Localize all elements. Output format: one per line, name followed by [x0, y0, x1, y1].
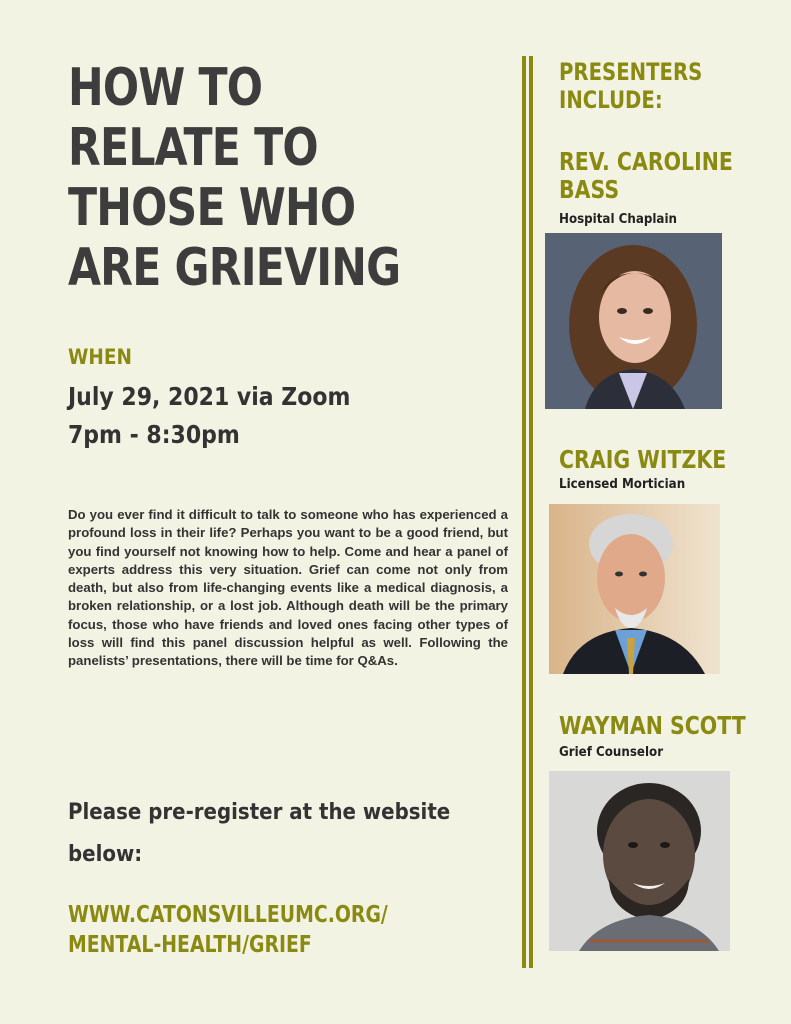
website-link[interactable]: [68, 900, 388, 960]
presenter-name-line: REV. CAROLINE: [559, 147, 733, 176]
title-line: RELATE TO: [68, 118, 318, 178]
presenters-heading-line: PRESENTERS: [559, 58, 703, 86]
presenter-name-line: WAYMAN SCOTT: [559, 711, 746, 740]
website-line-2[interactable]: MENTAL-HEALTH/GRIEF: [68, 932, 312, 958]
presenter-name: [559, 446, 726, 474]
event-title: [68, 58, 429, 298]
title-line: HOW TO: [68, 58, 263, 118]
divider-rule: [522, 56, 526, 968]
register-prompt: Please pre-register at the website below:: [68, 800, 451, 867]
presenters-heading: [559, 58, 702, 114]
presenter-photo-craig: [549, 504, 720, 674]
event-date: July 29, 2021 via Zoom: [68, 382, 351, 411]
when-label: WHEN: [68, 345, 132, 369]
presenter-role: Licensed Mortician: [559, 476, 686, 492]
event-time: 7pm - 8:30pm: [68, 420, 240, 449]
presenter-name: [559, 712, 746, 740]
divider-rule: [529, 56, 533, 968]
presenter-name: [559, 148, 733, 204]
presenter-role: Grief Counselor: [559, 744, 664, 760]
presenter-photo-wayman: [549, 771, 730, 951]
website-line-1[interactable]: WWW.CATONSVILLEUMC.ORG/: [68, 902, 388, 928]
presenter-name-line: CRAIG WITZKE: [559, 445, 727, 474]
title-line: ARE GRIEVING: [68, 238, 401, 298]
presenter-name-line: BASS: [559, 175, 620, 204]
presenter-role: Hospital Chaplain: [559, 211, 677, 227]
presenters-heading-line: INCLUDE:: [559, 86, 663, 114]
title-line: THOSE WHO: [68, 178, 356, 238]
presenter-photo-caroline: [545, 233, 722, 409]
event-description: Do you ever find it difficult to talk to someone who has experienced a profound loss in their life? Perhaps you want to be a good friend, but you find yourself not knowing how to help. Come and hear a panel of experts address this very situation. Grief can come not only from death, but also from life-changing events like a medical diagnosis, a broken relationship, or a lost job. Although death will be the primary focus, those who have friends and loved ones facing other types of loss will find this panel discussion helpful as well. Following the panelists’ presentations, there will be time for Q&As.: [68, 507, 508, 669]
